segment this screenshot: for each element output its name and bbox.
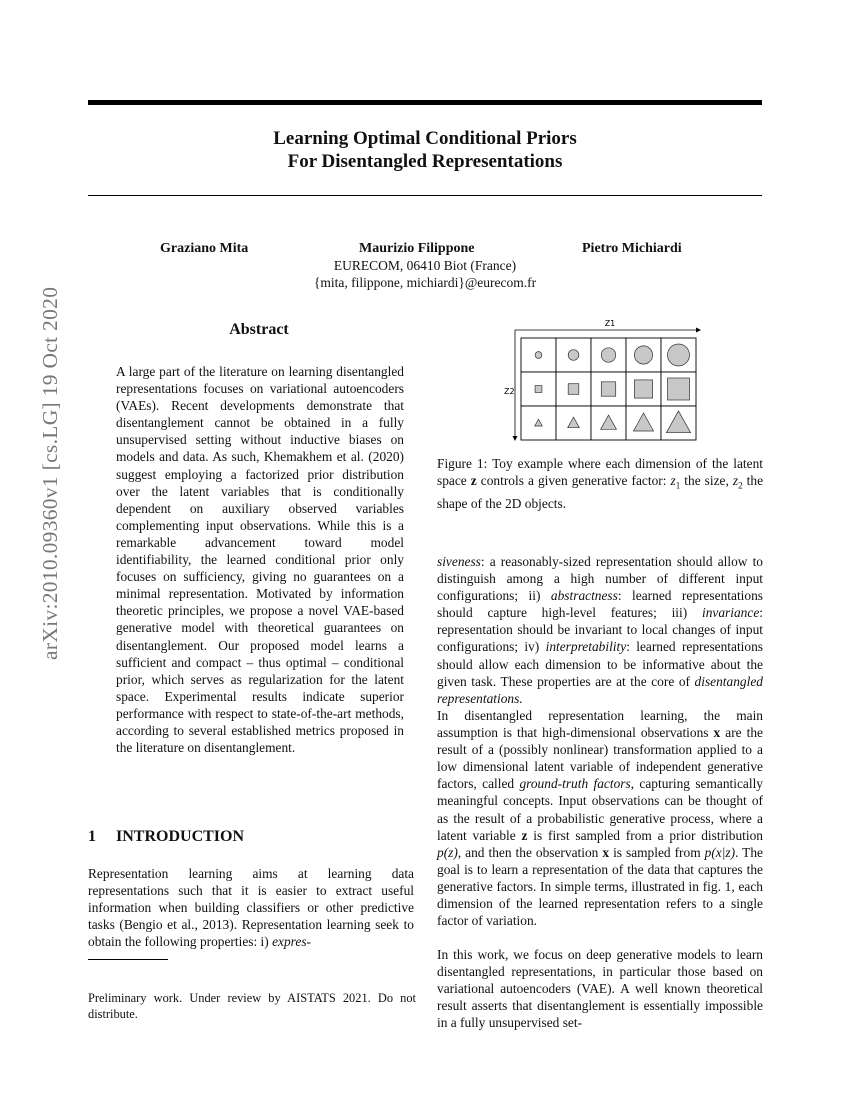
- p2-text-c: , capturing semantically meaningful concepts. Input observations can be thought of as the result of a probabilistic generative process, where a latent variable: [437, 776, 763, 843]
- title-line-1: Learning Optimal Conditional Priors: [273, 128, 577, 149]
- p1-text-c: : representation should be invariant to local changes of input configurations; iv): [437, 605, 763, 655]
- square-shape: [568, 384, 579, 395]
- caption-text-a: Toy example where each dimension of the latent space: [437, 456, 764, 489]
- circle-shape: [568, 350, 579, 361]
- circle-shape: [634, 346, 652, 364]
- circle-shape: [668, 344, 690, 366]
- caption-label: Figure 1:: [437, 456, 488, 471]
- emails: {mita, filippone, michiardi}@eurecom.fr: [313, 275, 537, 290]
- square-shape: [601, 382, 615, 396]
- figure-x-label: Z1: [604, 319, 616, 328]
- y-axis-arrowhead: [513, 436, 518, 441]
- title-rule-bottom: [88, 195, 762, 196]
- p1-text-b: : learned representations should capture high-level features; iii): [437, 588, 763, 621]
- p2-text-b: are the result of a (possibly nonlinear) transformation applied to a low dimensional latent variable of independent generative factors, called: [437, 725, 763, 792]
- p1-italic-d: interpretability: [545, 639, 627, 655]
- p2-z: z: [521, 827, 528, 843]
- figure-caption: [437, 455, 763, 512]
- circle-shape: [535, 352, 542, 359]
- intro-paragraph: [88, 865, 414, 950]
- p2-text-f: is sampled from: [613, 844, 701, 860]
- section-title: INTRODUCTION: [116, 828, 245, 845]
- paper-title: [88, 127, 762, 173]
- caption-z: z: [470, 473, 477, 489]
- square-shape: [535, 386, 542, 393]
- title-line-2: For Disentangled Representations: [287, 151, 563, 172]
- figure-grid: [521, 338, 696, 440]
- p2-x: x: [713, 725, 721, 741]
- p2-italic-c: ground-truth factors: [519, 776, 631, 792]
- x-axis-arrowhead: [696, 328, 701, 333]
- p2-text-e: , and then the observation: [457, 844, 599, 860]
- caption-z1-sub: 1: [675, 480, 681, 491]
- caption-text-b: controls a given generative factor:: [480, 473, 667, 489]
- p2-pz: p(z): [437, 844, 458, 860]
- p1-text-a: : a reasonably-sized representation should allow to distinguish among a high number of different input configurations; ii): [437, 554, 763, 604]
- caption-text-c: the size,: [684, 473, 729, 489]
- p2-text-g: . The goal is to learn a representation of the data that captures the generative factors. In simple terms, illustrated in fig. 1, each dimension of the learned representation refers to a single factor of variation.: [437, 844, 763, 929]
- affiliation: EURECOM, 06410 Biot (France): [333, 258, 517, 273]
- section-number: 1: [88, 828, 96, 845]
- intro-italic: expres-: [272, 934, 312, 950]
- arxiv-identifier: arXiv:2010.09360v1 [cs.LG] 19 Oct 2020: [38, 286, 62, 660]
- circle-shape: [601, 348, 615, 362]
- caption-z1: z: [670, 473, 676, 489]
- section-heading: [88, 828, 244, 846]
- abstract-heading: Abstract: [229, 321, 289, 338]
- p1-italic-b: abstractness: [550, 588, 618, 604]
- col2-paragraph-3: In this work, we focus on deep generative models to learn disentangled representations, in particular those based on variational autoencoders (VAE). A well known theoretical result asserts that disentanglement is essentially impossible in a fully unsupervised set-: [437, 947, 763, 1031]
- p2-x2: x: [602, 844, 610, 860]
- author-2: Maurizio Filippone: [359, 241, 475, 256]
- abstract-text: A large part of the literature on learning disentangled representations focuses on variational autoencoders (VAEs). Recent developments demonstrate that disentanglement cannot be obtained in a fully unsupervised setting without inductive biases on models and data. As such, Khemakhem et al. (2020) suggest employing a factorized prior distribution over the latent variables that is conditionally dependent on auxiliary observed variables complementing input observations. While this is a remarkable advancement toward model identifiability, the learned conditional prior only focuses on sufficiency, giving no guarantees on a minimal representation. Motivated by information theoretic principles, we propose a novel VAE-based generative model with theoretical guarantees on disentanglement. Our proposed model learns a sufficient and compact – thus optimal – conditional prior, which serves as regularization for the latent space. Experimental results indicate superior performance with respect to state-of-the-art methods, according to several established metrics proposed in the literature on disentanglement.: [116, 364, 404, 756]
- footnote-rule: [88, 959, 168, 960]
- caption-z2-sub: 2: [738, 480, 743, 491]
- square-shape: [668, 378, 690, 400]
- caption-z2: z: [732, 473, 739, 489]
- title-rule-top: [88, 100, 762, 105]
- p2-text-a: In disentangled representation learning, the main assumption is that high-dimensional observations: [437, 708, 763, 741]
- p2-text-d: is first sampled from a prior distribution: [533, 827, 763, 843]
- p1-italic-e: disentangled representations.: [437, 673, 763, 706]
- square-shape: [634, 380, 652, 398]
- figure-y-label: Z2: [504, 387, 515, 396]
- p2-pxz: p(x|z): [704, 844, 736, 860]
- p1-italic-c: invariance: [702, 605, 760, 621]
- col2-paragraph-1: [437, 553, 763, 707]
- author-1: Graziano Mita: [160, 241, 249, 256]
- author-3: Pietro Michiardi: [582, 241, 682, 256]
- p1-text-d: : learned representations should allow each dimension to be informative about the given task. These properties are at the core of: [437, 639, 763, 689]
- col2-paragraph-2: [437, 707, 763, 929]
- caption-text-d: the shape of the 2D objects.: [437, 473, 764, 511]
- figure-1: [498, 316, 703, 446]
- intro-text: Representation learning aims at learning data representations such that it is easier to extract useful information when building classifiers or other predictive tasks (Bengio et al., 2013). Representation learning seek to obtain the following properties: i): [88, 866, 414, 950]
- p1-italic-a: siveness: [437, 554, 481, 569]
- footnote: Preliminary work. Under review by AISTATS 2021. Do not distribute.: [88, 991, 416, 1021]
